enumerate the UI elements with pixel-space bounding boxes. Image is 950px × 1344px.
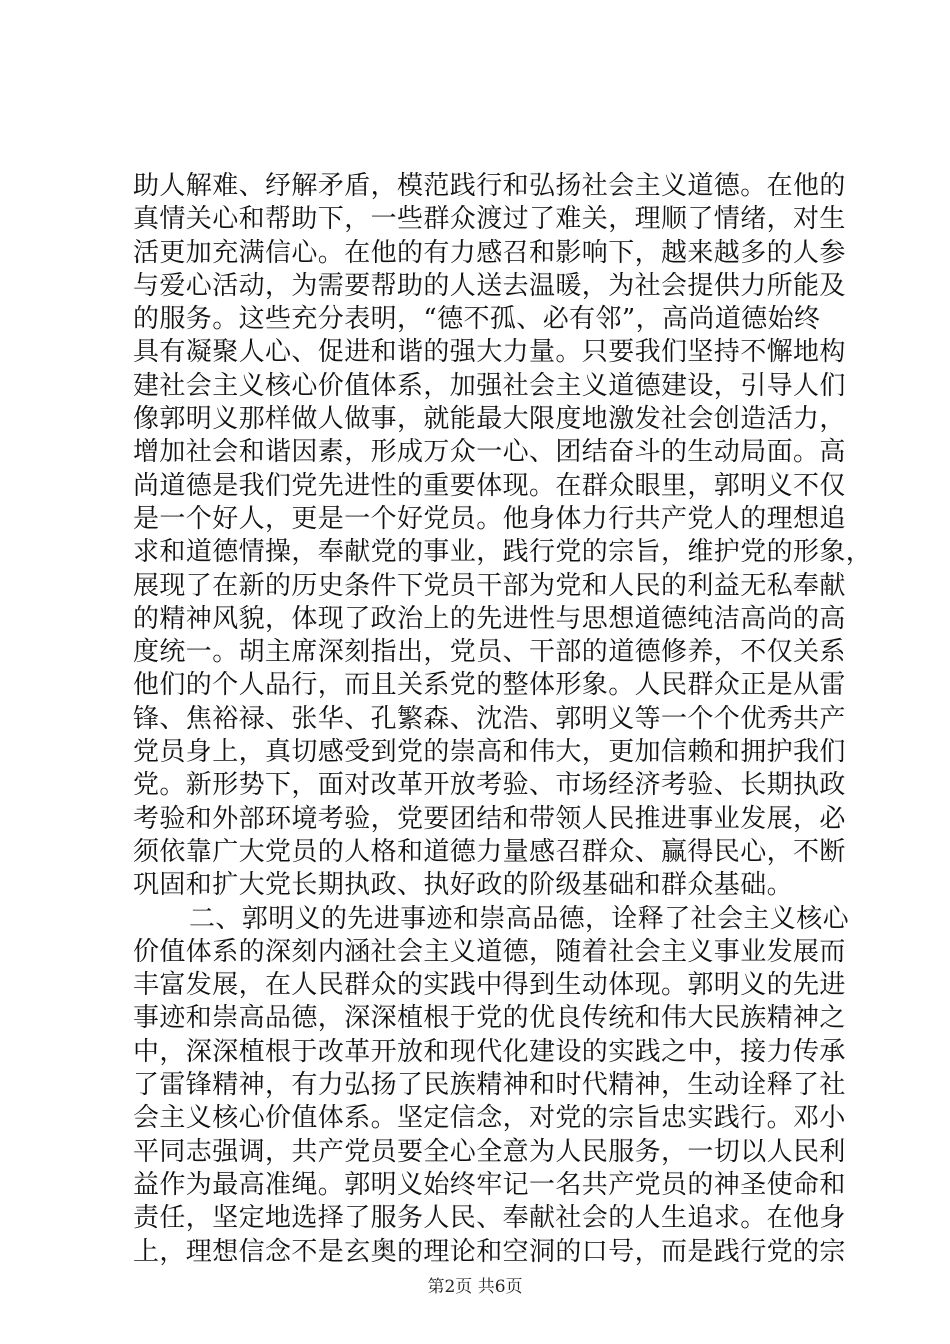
text-line: 像郭明义那样做人做事，就能最大限度地激发社会创造活力， [133, 404, 846, 435]
text-line: 建社会主义核心价值体系，加强社会主义道德建设，引导人们 [133, 370, 846, 401]
text-line: 的服务。这些充分表明，“德不孤、必有邻”，高尚道德始终 [133, 304, 821, 335]
text-line: 锋、焦裕禄、张华、孔繁森、沈浩、郭明义等一个个优秀共产 [133, 703, 846, 734]
page-number-footer: 第2页 共6页 [427, 1277, 523, 1297]
text-line: 中，深深植根于改革开放和现代化建设的实践之中，接力传承 [133, 1036, 846, 1067]
text-line: 巩固和扩大党长期执政、执好政的阶级基础和群众基础。 [133, 870, 794, 901]
text-line: 价值体系的深刻内涵社会主义道德，随着社会主义事业发展而 [133, 936, 846, 967]
text-line: 展现了在新的历史条件下党员干部为党和人民的利益无私奉献 [133, 570, 846, 601]
text-line: 增加社会和谐因素，形成万众一心、团结奋斗的生动局面。高 [133, 437, 846, 468]
text-line: 党员身上，真切感受到党的崇高和伟大，更加信赖和拥护我们 [133, 737, 846, 768]
text-line: 助人解难、纾解矛盾，模范践行和弘扬社会主义道德。在他的 [133, 171, 846, 201]
text-line: 具有凝聚人心、促进和谐的强大力量。只要我们坚持不懈地构 [133, 337, 846, 368]
text-line: 与爱心活动，为需要帮助的人送去温暖，为社会提供力所能及 [133, 270, 846, 301]
text-line: 益作为最高准绳。郭明义始终牢记一名共产党员的神圣使命和 [133, 1169, 846, 1200]
text-line: 他们的个人品行，而且关系党的整体形象。人民群众正是从雷 [133, 670, 846, 701]
paragraph-start-line: 二、郭明义的先进事迹和崇高品德，诠释了社会主义核心 [189, 903, 850, 934]
text-line: 责任，坚定地选择了服务人民、奉献社会的人生追求。在他身 [133, 1203, 846, 1234]
text-line: 度统一。胡主席深刻指出，党员、干部的道德修养，不仅关系 [133, 637, 846, 668]
text-line: 上，理想信念不是玄奥的理论和空洞的口号，而是践行党的宗 [133, 1236, 846, 1267]
text-line: 丰富发展，在人民群众的实践中得到生动体现。郭明义的先进 [133, 970, 846, 1001]
text-line: 是一个好人，更是一个好党员。他身体力行共产党人的理想追 [133, 503, 846, 534]
text-line: 真情关心和帮助下，一些群众渡过了难关，理顺了情绪，对生 [133, 204, 846, 235]
body-text [133, 170, 873, 1269]
text-line: 的精神风貌，体现了政治上的先进性与思想道德纯洁高尚的高 [133, 603, 846, 634]
text-line: 党。新形势下，面对改革开放考验、市场经济考验、长期执政 [133, 770, 846, 801]
text-line: 平同志强调，共产党员要全心全意为人民服务，一切以人民利 [133, 1136, 846, 1167]
text-line: 事迹和崇高品德，深深植根于党的优良传统和伟大民族精神之 [133, 1003, 846, 1034]
text-line: 了雷锋精神，有力弘扬了民族精神和时代精神，生动诠释了社 [133, 1070, 846, 1101]
text-line: 尚道德是我们党先进性的重要体现。在群众眼里，郭明义不仅 [133, 470, 846, 501]
text-line: 考验和外部环境考验，党要团结和带领人民推进事业发展，必 [133, 803, 846, 834]
text-line: 会主义核心价值体系。坚定信念，对党的宗旨忠实践行。邓小 [133, 1103, 846, 1134]
text-line: 活更加充满信心。在他的有力感召和影响下，越来越多的人参 [133, 237, 846, 268]
text-line: 求和道德情操，奉献党的事业，践行党的宗旨，维护党的形象， [133, 537, 873, 568]
text-line: 须依靠广大党员的人格和道德力量感召群众、赢得民心，不断 [133, 836, 846, 867]
